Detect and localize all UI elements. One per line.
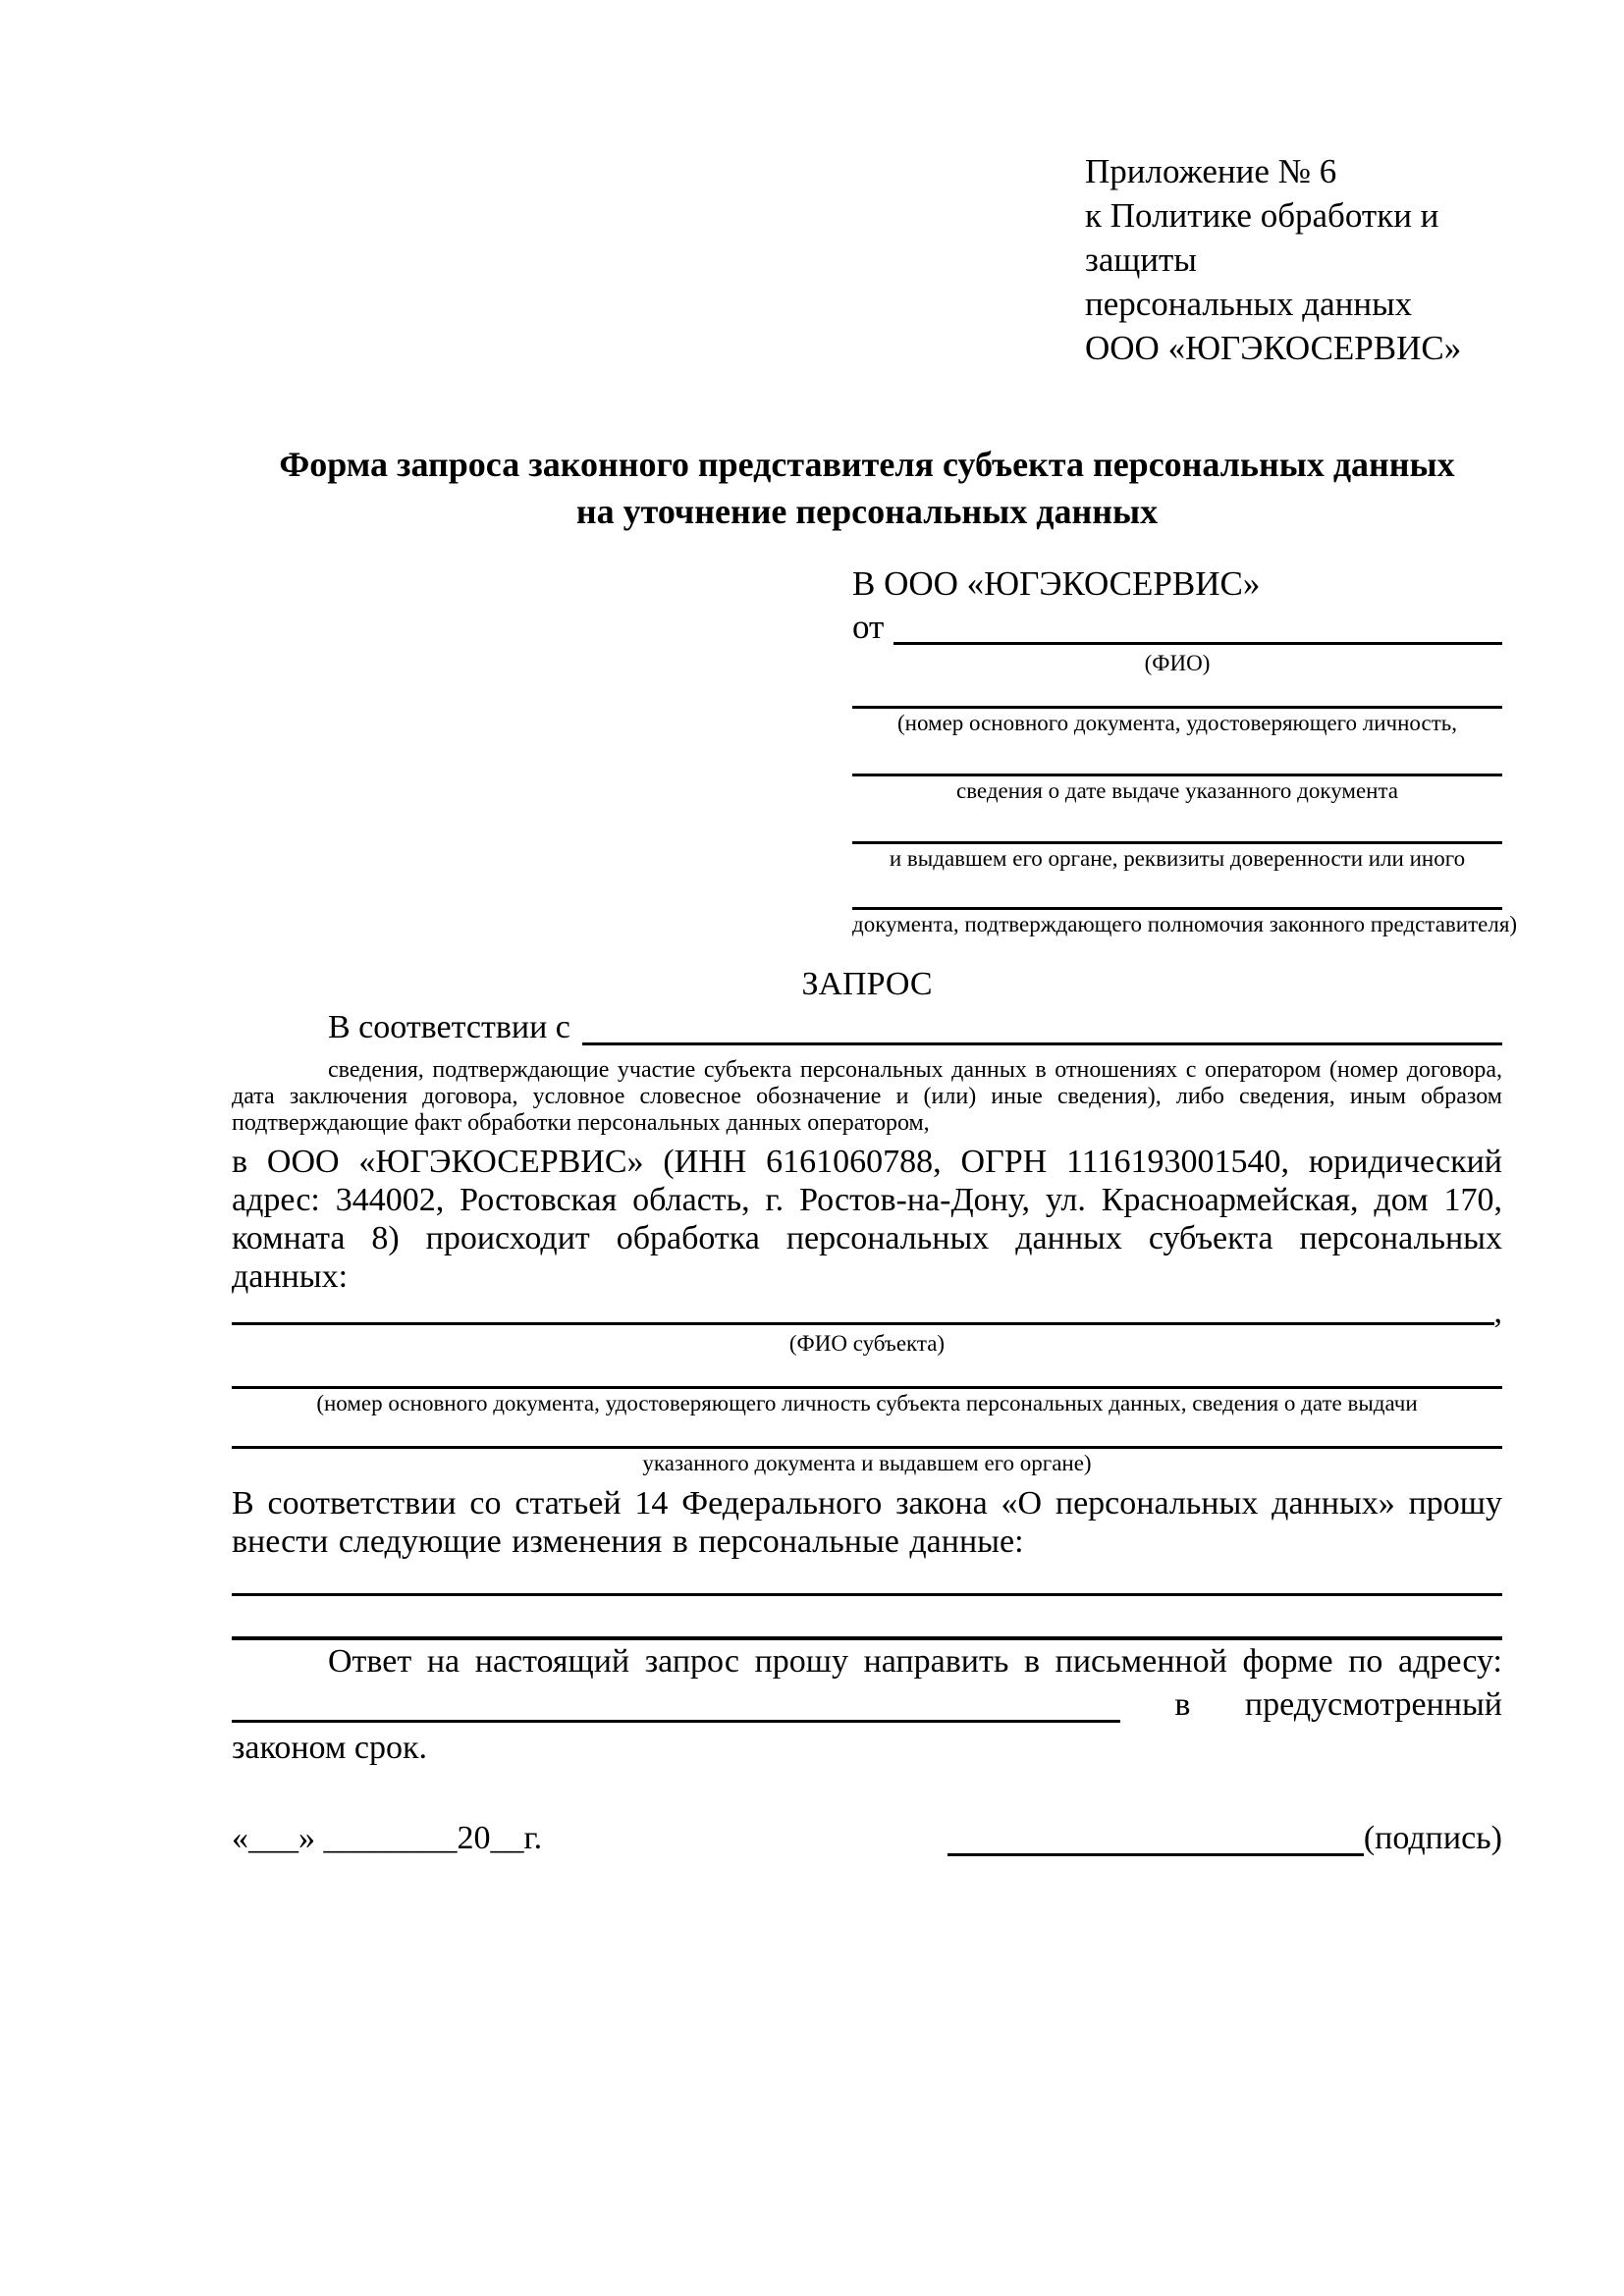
caption-doc-1: (номер основного документа, удостоверяющего личность, <box>896 711 1457 735</box>
caption-doc-3: и выдавшем его органе, реквизиты доверенности или иного <box>889 846 1466 871</box>
caption-subject-doc-1: (номер основного документа, удостоверяющего личность субъекта персональных данных, сведения о дате выдачи <box>316 1391 1418 1415</box>
operator-paragraph: в ООО «ЮГЭКОСЕРВИС» (ИНН 6161060788, ОГРН 1116193001540, юридический адрес: 344002, Ростовская область, г. Ростов-на-Дону, ул. Красноармейская, дом 170, комната 8) происходит обработка персональных данных субъекта персональных данных: <box>232 1144 1502 1295</box>
law-paragraph: В соответствии со статьей 14 Федерального закона «О персональных данных» прошу внести следующие изменения в персональные данные: <box>232 1485 1502 1560</box>
representative-doc-input-line-4[interactable] <box>852 874 1502 910</box>
page-title-line1: Форма запроса законного представителя субъекта персональных данных <box>279 445 1455 484</box>
caption-subject-doc-2: указанного документа и выдавшем его органе) <box>642 1451 1092 1475</box>
reply-word-stipulated: предусмотренный <box>1244 1686 1502 1723</box>
intro-label: В соответствии с <box>328 1009 570 1045</box>
from-label: от <box>852 608 885 646</box>
fio-input-line[interactable] <box>893 606 1502 645</box>
changes-input-line-1[interactable] <box>232 1561 1502 1596</box>
date-signature-row <box>232 1817 1502 1860</box>
intro-row <box>232 1006 1502 1049</box>
appendix-line: ООО «ЮГЭКОСЕРВИС» <box>1085 329 1462 367</box>
caption-doc-4: документа, подтверждающего полномочия законного представителя) <box>852 912 1518 936</box>
appendix-line: к Политике обработки и защиты <box>1085 196 1439 279</box>
signature-input-line[interactable] <box>947 1817 1364 1856</box>
subject-fio-input-line[interactable] <box>232 1296 1494 1325</box>
appendix-note <box>1085 149 1502 370</box>
changes-input-line-2[interactable] <box>232 1596 1502 1640</box>
subject-fio-row <box>232 1296 1502 1329</box>
signature-group <box>947 1817 1502 1860</box>
representative-doc-input-line-2[interactable] <box>852 738 1502 776</box>
caption-fio: (ФИО) <box>1144 651 1211 675</box>
page-title <box>232 441 1502 535</box>
date-blank[interactable]: «___» ________20__г. <box>232 1820 543 1856</box>
appendix-line: Приложение № 6 <box>1085 152 1337 190</box>
representative-doc-input-line-1[interactable] <box>852 678 1502 709</box>
representative-doc-input-line-3[interactable] <box>852 806 1502 844</box>
reply-address-row <box>232 1683 1502 1727</box>
subject-trailing-comma: , <box>1493 1294 1502 1330</box>
appendix-line: персональных данных <box>1085 285 1413 323</box>
relation-proof-input-line[interactable] <box>582 1006 1502 1045</box>
addressee-block <box>852 562 1518 939</box>
reply-address-input-line[interactable] <box>232 1720 1120 1723</box>
reply-paragraph-line1: Ответ на настоящий запрос прошу направить в письменной форме по адресу: <box>328 1643 1502 1680</box>
caption-subject-fio: (ФИО субъекта) <box>788 1331 946 1356</box>
from-row <box>852 606 1502 649</box>
fine-print-note: сведения, подтверждающие участие субъекта персональных данных в отношениях с оператором (номер договора, дата заключения договора, условное словесное обозначение и (или) иные сведения), либо сведения, иным образом подтверждающие факт обработки персональных данных оператором, <box>232 1057 1502 1136</box>
subject-doc-input-line-1[interactable] <box>232 1359 1502 1389</box>
page-title-line2: на уточнение персональных данных <box>575 492 1159 531</box>
request-heading: ЗАПРОС <box>801 966 933 1002</box>
addressee-org: В ООО «ЮГЭКОСЕРВИС» <box>852 564 1261 603</box>
reply-word-in: в <box>1174 1686 1191 1723</box>
caption-doc-2: сведения о дате выдаче указанного документа <box>955 778 1399 803</box>
signature-caption: (подпись) <box>1363 1820 1502 1856</box>
reply-paragraph-line3: законом срок. <box>232 1730 427 1766</box>
subject-doc-input-line-2[interactable] <box>232 1418 1502 1449</box>
